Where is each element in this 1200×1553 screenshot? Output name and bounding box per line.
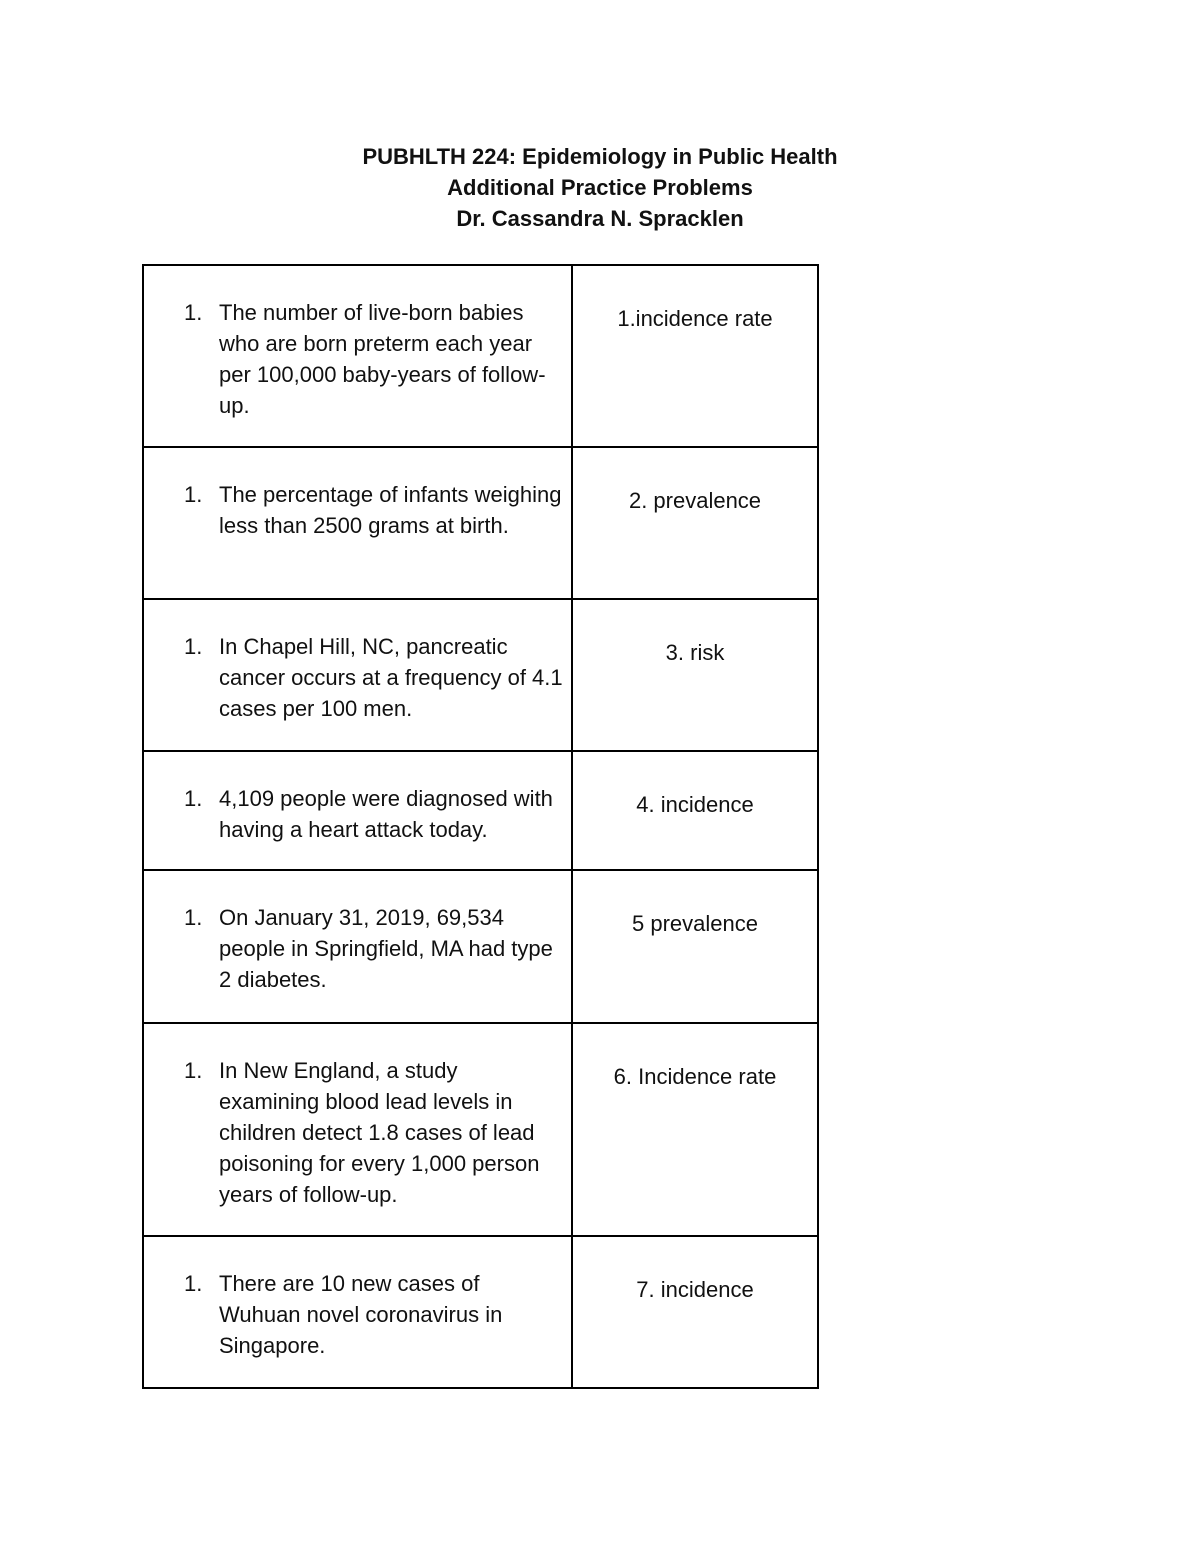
answer-text: 4. incidence xyxy=(636,792,754,817)
answer-cell xyxy=(572,599,818,751)
answer-text: 6. Incidence rate xyxy=(613,1064,777,1089)
answer-cell xyxy=(572,870,818,1023)
table-row xyxy=(143,599,818,751)
question-text: On January 31, 2019, 69,534 people in Springfield, MA had type 2 diabetes. xyxy=(219,905,553,992)
question-cell xyxy=(143,751,572,870)
author-name: Dr. Cassandra N. Spracklen xyxy=(456,206,744,231)
answer-cell xyxy=(572,751,818,870)
question-text: 4,109 people were diagnosed with having a heart attack today. xyxy=(219,786,553,842)
question-text: The number of live-born babies who are born preterm each year per 100,000 baby-years of follow-up. xyxy=(219,300,546,418)
question-text: There are 10 new cases of Wuhuan novel coronavirus in Singapore. xyxy=(219,1271,503,1358)
question-cell xyxy=(143,870,572,1023)
question-text: In New England, a study examining blood lead levels in children detect 1.8 cases of lead poisoning for every 1,000 person years of follow-up. xyxy=(219,1058,540,1207)
course-title: PUBHLTH 224: Epidemiology in Public Health xyxy=(362,144,838,169)
table-row xyxy=(143,1236,818,1388)
table-row xyxy=(143,265,818,447)
question-cell xyxy=(143,265,572,447)
question-cell xyxy=(143,447,572,599)
question-number: 1. xyxy=(184,786,203,811)
question-text: The percentage of infants weighing less than 2500 grams at birth. xyxy=(219,482,562,538)
question-number: 1. xyxy=(184,905,203,930)
answer-text: 3. risk xyxy=(665,640,725,665)
answer-cell xyxy=(572,1236,818,1388)
question-cell xyxy=(143,1023,572,1236)
table-row xyxy=(143,1023,818,1236)
question-cell xyxy=(143,599,572,751)
answer-cell xyxy=(572,1023,818,1236)
answer-text: 2. prevalence xyxy=(628,488,762,513)
table-row xyxy=(143,751,818,870)
document-header xyxy=(0,141,1200,234)
table-row xyxy=(143,870,818,1023)
answer-cell xyxy=(572,265,818,447)
question-number: 1. xyxy=(184,634,203,659)
answer-cell xyxy=(572,447,818,599)
question-number: 1. xyxy=(184,1058,203,1083)
answer-text: 7. incidence xyxy=(636,1277,754,1302)
question-text: In Chapel Hill, NC, pancreatic cancer occurs at a frequency of 4.1 cases per 100 men. xyxy=(219,634,563,721)
document-subtitle: Additional Practice Problems xyxy=(447,175,753,200)
table-row xyxy=(143,447,818,599)
question-number: 1. xyxy=(184,482,203,507)
answer-text: 5 prevalence xyxy=(632,911,758,936)
answer-text: 1.incidence rate xyxy=(617,306,773,331)
question-number: 1. xyxy=(184,1271,203,1296)
practice-problems-table xyxy=(142,264,819,1389)
question-number: 1. xyxy=(184,300,203,325)
question-cell xyxy=(143,1236,572,1388)
